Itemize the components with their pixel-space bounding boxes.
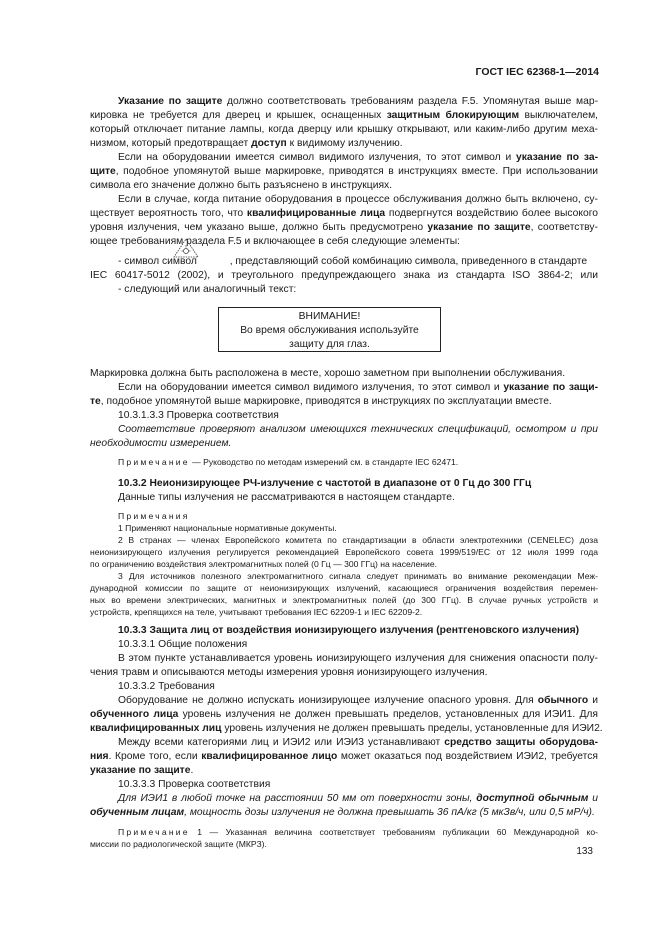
text-line: кировка не требуется для дверец и крышек, оснащенных защитным блокирующим выключателем, <box>90 110 599 121</box>
text-line: Если на оборудовании имеется символ видимого излучения, то этот символ и указание по защи- <box>118 382 598 393</box>
visible-radiation-warning-icon <box>172 237 200 259</box>
text-line: квалифицированных лиц уровень излучения не должен превышать пределы, установленные для ИЭИ2. <box>90 723 603 734</box>
text-line: указание по защите. <box>90 765 194 776</box>
text-line: 10.3.3.1 Общие положения <box>118 639 248 650</box>
note-line: устройств, крепящихся на теле, учитывают требования IEC 62209-1 и IEC 62209-2. <box>90 607 423 617</box>
note-line: 3 Для источников полезного электромагнитного сигнала следует принимать во внимание рекомендации Меж- <box>118 571 598 581</box>
text-line: уровня излучения, чем указано выше, должно быть предусмотрено указание по защите, соответству- <box>90 222 598 233</box>
warning-box <box>218 307 441 352</box>
note-line: 2 В странах — членах Европейского комитета по стандартизации в области электротехники (CENELEC) доза <box>118 535 598 545</box>
text-line: Если в случае, когда питание оборудования в процессе обслуживания должно быть включено, су- <box>118 194 598 205</box>
text-line: обученного лица уровень излучения не должен превышать пределов, установленных для ИЭИ1. Для <box>90 709 599 720</box>
text-line: щите, подобное упомянутой выше маркировке, приводятся в инструкциях вместе. При использовании <box>90 166 598 177</box>
note-line: неионизирующего излучения регулируется рекомендацией Европейского совета 1999/519/EC от 12 июля 1999 года <box>90 547 598 557</box>
text-line: Если на оборудовании имеется символ видимого излучения, то этот символ и указание по за- <box>118 152 598 163</box>
note-line: 1 Применяют национальные нормативные документы. <box>118 523 337 533</box>
text-line: ющее требованиям раздела F.5 и включающее в себя следующие элементы: <box>90 236 460 247</box>
note-line: Примечание 1 — Указанная величина соответствует требованиям публикации 60 Международной ко- <box>118 827 598 837</box>
warning-line: защиту для глаз. <box>289 339 370 350</box>
text-line: те, подобное упомянутой выше маркировке, приводятся в инструкциях по эксплуатации вместе. <box>90 396 552 407</box>
text-line: Указание по защите должно соответствовать требованиям раздела F.5. Упомянутая выше мар- <box>118 96 598 107</box>
text-line: В этом пункте устанавливается уровень ионизирующего излучения для снижения опасности полу- <box>118 653 598 664</box>
text-line: - символ символ , представляющий собой комбинацию символа, приведенного в стандарте <box>118 256 588 267</box>
warning-line: Во время обслуживания используйте <box>240 325 419 336</box>
text-line: Между всеми категориями лиц и ИЭИ2 или ИЭИ3 устанавливают средство защиты оборудова- <box>118 737 598 748</box>
text-line: обученным лицам, мощность дозы излучения не должна превышать 36 пА/кг (5 мкЗв/ч, или 0,5 мР/ч). <box>90 807 595 818</box>
text-line: Маркировка должна быть расположена в месте, хорошо заметном при выполнении обслуживания. <box>90 368 566 379</box>
text-line: 10.3.3.3 Проверка соответствия <box>118 779 271 790</box>
note-line: Примечание — Руководство по методам измерений см. в стандарте IEC 62471. <box>118 457 459 467</box>
text-line: чения травм и описываются методы измерения уровня ионизирующего излучения. <box>90 667 488 678</box>
text-line: Данные типы излучения не рассматриваются в настоящем стандарте. <box>118 492 455 503</box>
text-line: 10.3.1.3.3 Проверка соответствия <box>118 410 279 421</box>
text-line: Соответствие проверяют анализом имеющихся технических спецификаций, осмотром и при <box>118 424 598 435</box>
section-heading: 10.3.3 Защита лиц от воздействия ионизирующего излучения (рентгеновского излучения) <box>118 625 580 636</box>
text-line: 10.3.3.2 Требования <box>118 681 215 692</box>
text-line: символа его значение должно быть разъяснено в инструкциях. <box>90 180 393 191</box>
text-line: Для ИЭИ1 в любой точке на расстоянии 50 мм от поверхности зоны, доступной обычным и <box>118 793 598 804</box>
page-number: 133 <box>576 846 593 857</box>
text-line: который отключает питание лампы, когда дверцу или крышку открывают, или каким-либо другим меха- <box>90 124 598 135</box>
text-line: ществует вероятность того, что квалифицированные лица подвергнутся воздействию более высокого <box>90 208 598 219</box>
note-line: миссии по радиологической защите (МКРЗ). <box>90 839 267 849</box>
text-line: Оборудование не должно испускать ионизирующее излучение опасного уровня. Для обычного и <box>118 695 598 706</box>
text-line: необходимости измерением. <box>90 438 232 449</box>
note-line: Примечания <box>118 511 190 521</box>
text-line: низмом, который предотвращает доступ к видимому излучению. <box>90 138 403 149</box>
section-heading: 10.3.2 Неионизирующее РЧ-излучение с частотой в диапазоне от 0 Гц до 300 ГГц <box>118 478 532 489</box>
note-line: ных во времени электрических, магнитных и электромагнитных полей (до 300 ГГц). В случае ручных устройств и <box>90 595 598 605</box>
standard-header: ГОСТ IEC 62368-1—2014 <box>475 66 599 78</box>
text-line: IEC 60417-5012 (2002), и треугольного предупреждающего знака из стандарта ISO 3864-2; или <box>90 270 598 281</box>
note-line: дународной комиссии по защите от неионизирующих излучений, касающиеся ограничения воздействия перемен- <box>90 583 598 593</box>
text-line: - следующий или аналогичный текст: <box>118 284 297 295</box>
note-line: по ограничению воздействия электромагнитных полей (0 Гц — 300 ГГц) на население. <box>90 559 438 569</box>
text-line: ния. Кроме того, если квалифицированное лицо может оказаться под воздействием ИЭИ2, требуется <box>90 751 599 762</box>
warning-line: ВНИМАНИЕ! <box>298 311 361 322</box>
